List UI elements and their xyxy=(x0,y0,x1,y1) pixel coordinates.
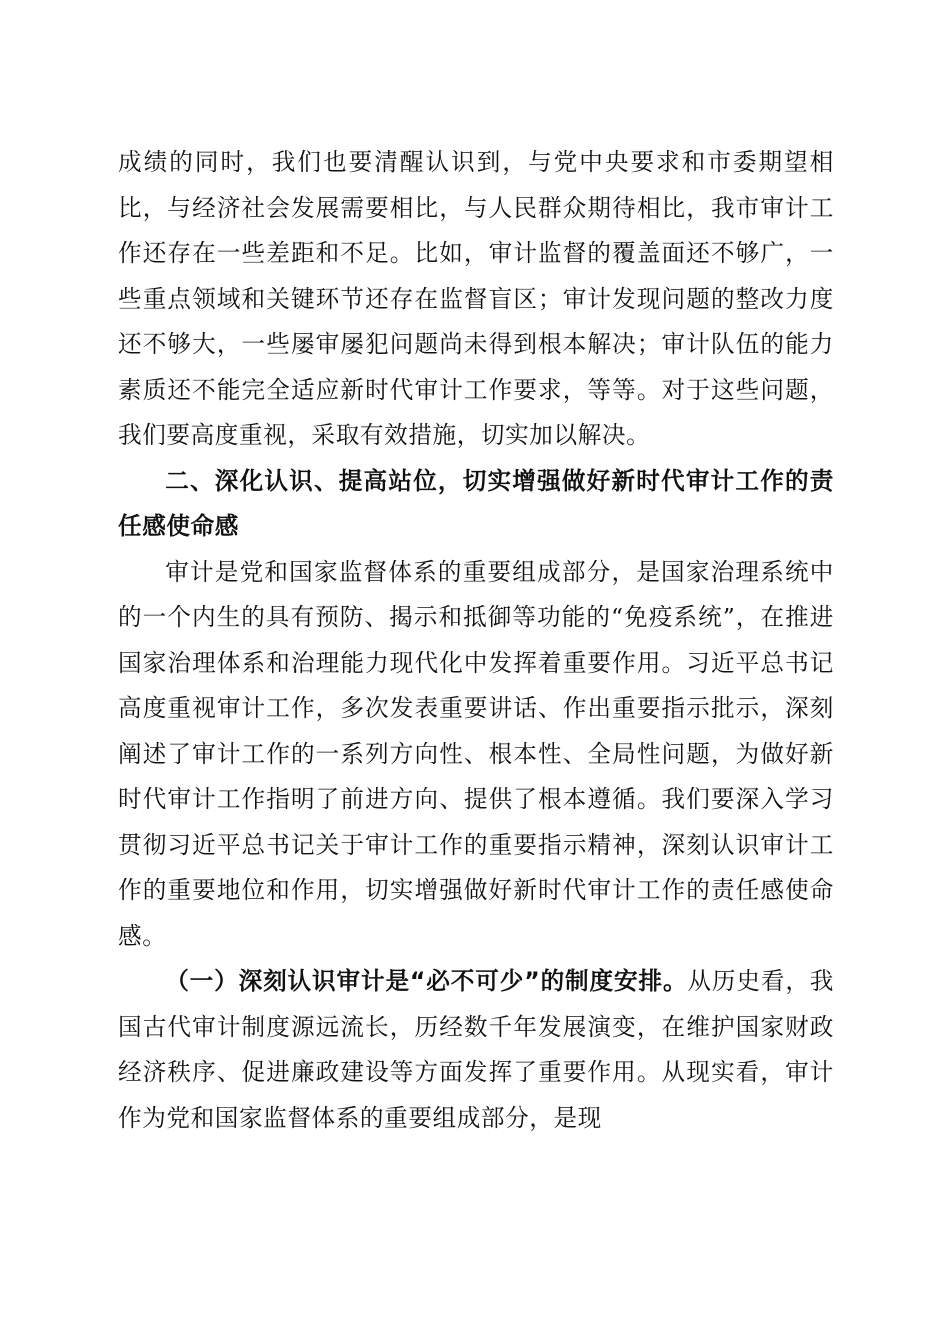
document-body xyxy=(118,140,834,1141)
paragraph-body: 审计是党和国家监督体系的重要组成部分，是国家治理系统中的一个内生的具有预防、揭示和抵御等功能的“免疫系统”，在推进国家治理体系和治理能力现代化中发挥着重要作用。习近平总书记高度重视审计工作，多次发表重要讲话、作出重要指示批示，深刻阐述了审计工作的一系列方向性、根本性、全局性问题，为做好新时代审计工作指明了前进方向、提供了根本遵循。我们要深入学习贯彻习近平总书记关于审计工作的重要指示精神，深刻认识审计工作的重要地位和作用，切实增强做好新时代审计工作的责任感使命感。 xyxy=(118,557,834,950)
paragraph-continuation: 成绩的同时，我们也要清醒认识到，与党中央要求和市委期望相比，与经济社会发展需要相比，与人民群众期待相比，我市审计工作还存在一些差距和不足。比如，审计监督的覆盖面还不够广，一些重点领域和关键环节还存在监督盲区；审计发现问题的整改力度还不够大，一些屡审屡犯问题尚未得到根本解决；审计队伍的能力素质还不能完全适应新时代审计工作要求，等等。对于这些问题，我们要高度重视，采取有效措施，切实加以解决。 xyxy=(118,148,834,449)
subsection-heading: （一）深刻认识审计是“必不可少”的制度安排。 xyxy=(165,967,688,995)
subsection-paragraph xyxy=(118,959,834,1141)
subsection-text: 从历史看，我国古代审计制度源远流长，历经数千年发展演变，在维护国家财政经济秩序、促进廉政建设等方面发挥了重要作用。从现实看，审计作为党和国家监督体系的重要组成部分，是现 xyxy=(118,967,834,1132)
section-heading: 二、深化认识、提高站位，切实增强做好新时代审计工作的责任感使命感 xyxy=(118,466,834,540)
